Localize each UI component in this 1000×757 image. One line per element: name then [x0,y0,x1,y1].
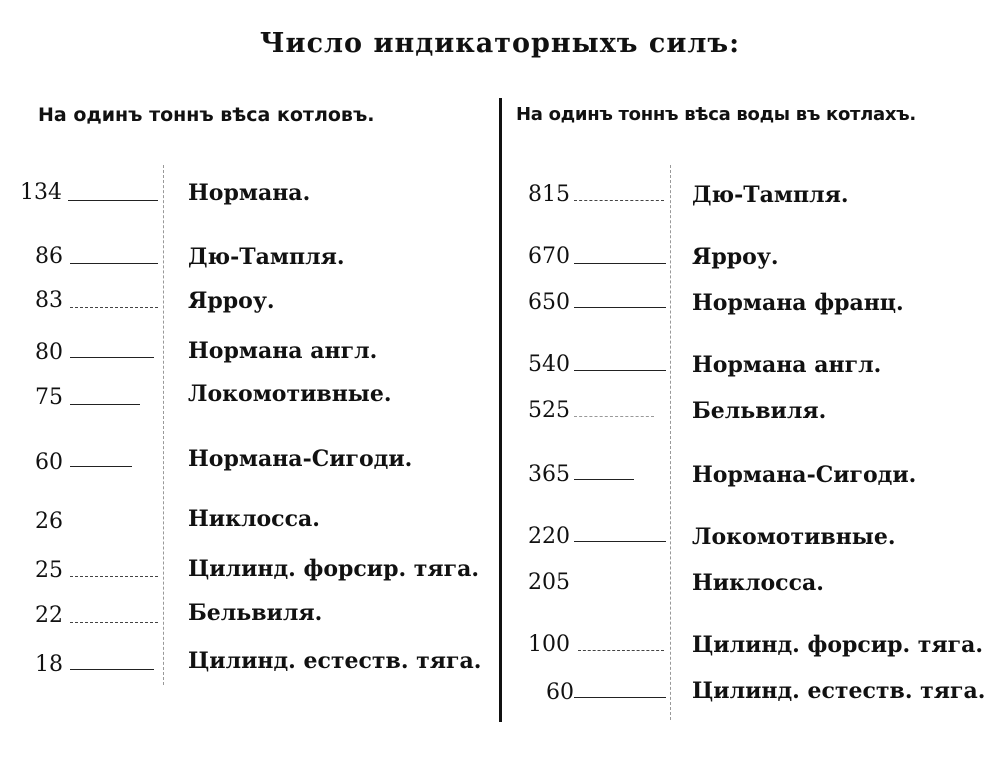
left-row-leader [70,669,154,670]
left-row-leader [70,307,158,308]
left-row-name: Никлосса. [188,506,320,532]
left-row-value: 86 [35,244,63,269]
left-row-leader [70,357,154,358]
right-row-name: Нормана-Сигоди. [692,462,917,488]
right-row-name: Цилинд. естеств. тяга. [692,678,986,704]
right-column-heading: На одинъ тоннъ вѣса воды въ котлахъ. [516,104,916,125]
left-row-name: Нормана-Сигоди. [188,446,413,472]
right-row-name: Бельвиля. [692,398,827,424]
right-row-leader [574,370,666,371]
left-row-value: 75 [35,385,63,410]
right-scale-line [670,165,671,720]
left-row-value: 80 [35,340,63,365]
right-row-name: Нормана англ. [692,352,882,378]
right-row-value: 650 [528,290,570,315]
left-row-leader [70,622,158,623]
right-row-name: Ярроу. [692,244,779,270]
left-row-name: Локомотивные. [188,381,392,407]
left-row-value: 26 [35,509,63,534]
left-row-name: Цилинд. форсир. тяга. [188,556,480,582]
left-row-value: 18 [35,652,63,677]
right-row-leader [574,541,666,542]
right-row-leader [574,479,634,480]
left-row-value: 25 [35,558,63,583]
right-row-value: 525 [528,398,570,423]
left-row-leader [68,200,158,201]
right-row-leader [574,697,666,698]
right-row-leader [578,650,664,651]
right-row-name: Локомотивные. [692,524,896,550]
left-row-name: Нормана англ. [188,338,378,364]
left-row-value: 134 [20,180,62,205]
left-row-leader [70,404,140,405]
right-row-value: 815 [528,182,570,207]
left-row-name: Ярроу. [188,288,275,314]
right-row-leader [574,263,666,264]
right-row-value: 670 [528,244,570,269]
right-row-leader [574,416,654,417]
right-row-leader [574,307,666,308]
left-row-leader [70,263,158,264]
right-row-value: 100 [528,632,570,657]
right-row-value: 205 [528,570,570,595]
page-title: Число индикаторныхъ силъ: [259,28,741,59]
left-row-name: Цилинд. естеств. тяга. [188,648,482,674]
right-row-value: 365 [528,462,570,487]
left-row-value: 60 [35,450,63,475]
right-row-name: Никлосса. [692,570,824,596]
left-row-name: Дю-Тампля. [188,244,345,270]
left-row-value: 22 [35,603,63,628]
column-divider [499,98,502,722]
right-row-name: Цилинд. форсир. тяга. [692,632,984,658]
left-row-value: 83 [35,288,63,313]
right-row-leader [574,200,664,201]
right-row-name: Дю-Тампля. [692,182,849,208]
right-row-value: 220 [528,524,570,549]
right-row-value: 540 [528,352,570,377]
right-row-value: 60 [546,680,574,705]
right-row-name: Нормана франц. [692,290,904,316]
left-column-heading: На одинъ тоннъ вѣса котловъ. [38,104,375,126]
left-row-name: Бельвиля. [188,600,323,626]
left-scale-line [163,165,164,685]
left-row-leader [70,466,132,467]
left-row-name: Нормана. [188,180,311,206]
left-row-leader [70,576,158,577]
